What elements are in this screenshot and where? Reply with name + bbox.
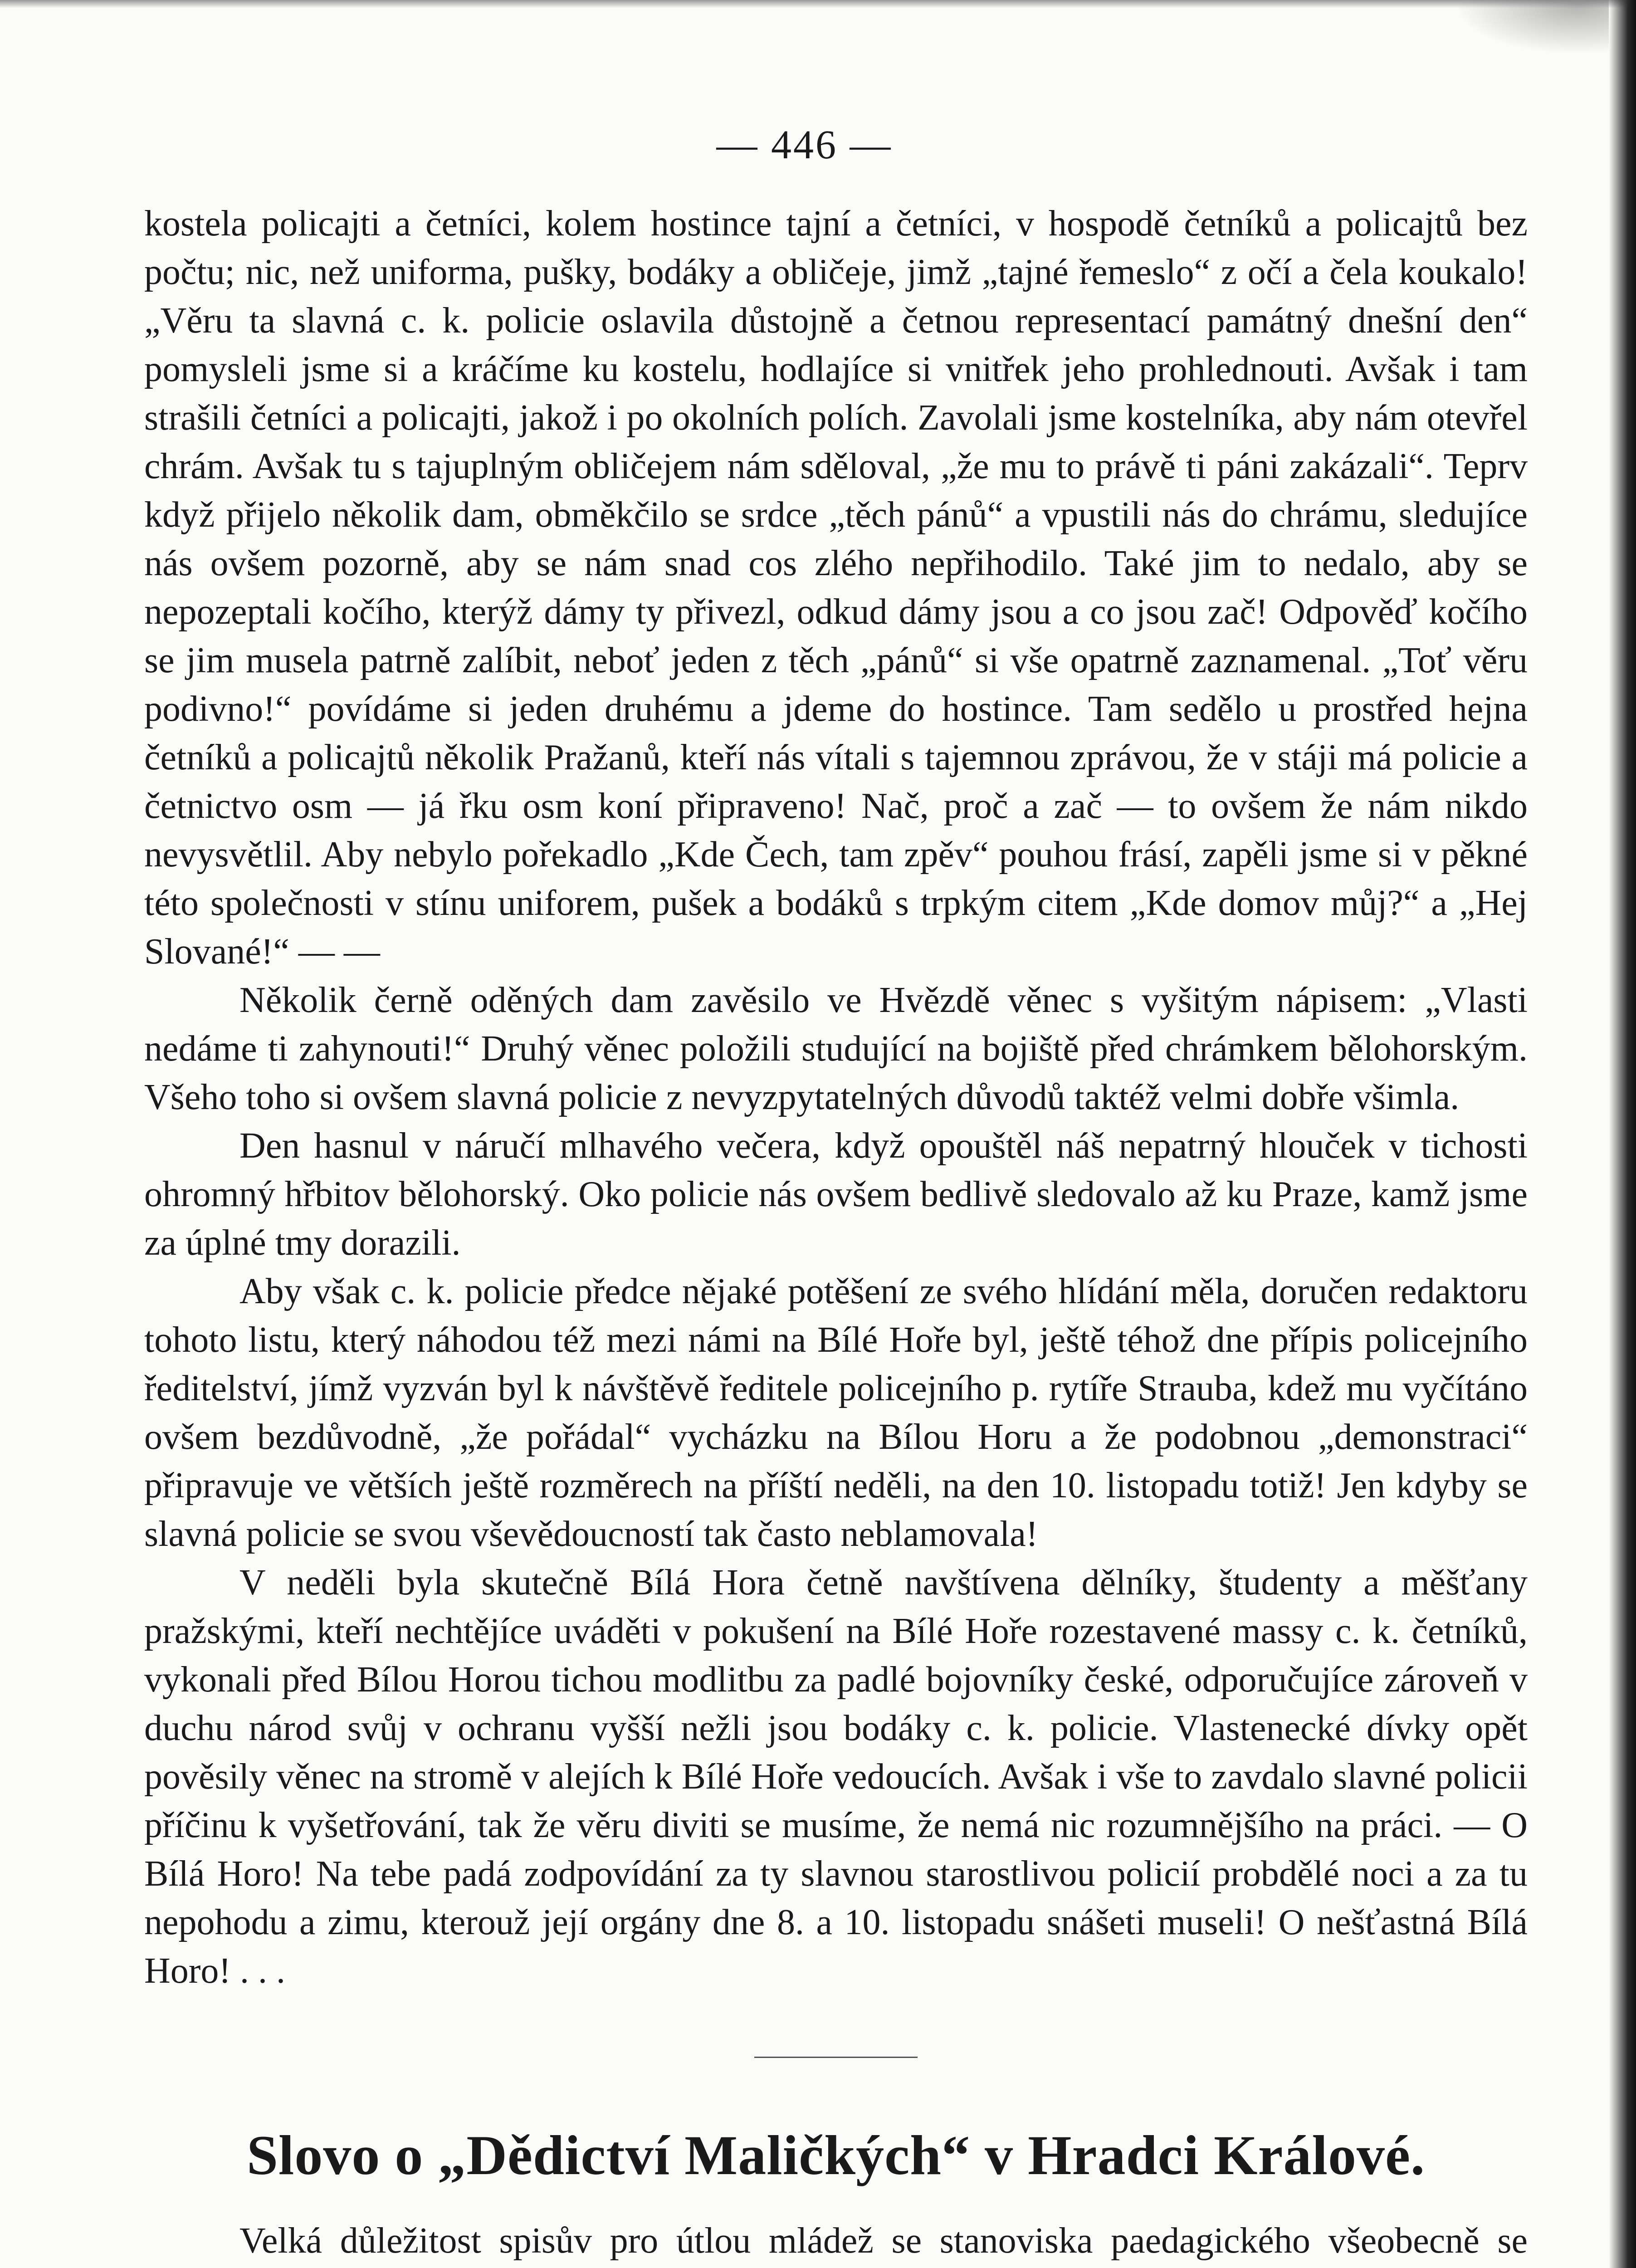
article-bila-hora: [144, 200, 1528, 1995]
paragraph: Aby však c. k. policie předce nějaké potěšení ze svého hlídání měla, doručen redaktoru tohoto listu, který náhodou též mezi námi na Bílé Hoře byl, ještě téhož dne přípis policejního ředitelství, jímž vyzván byl k návštěvě ředitele policejního p. rytíře Strauba, kdež mu vyčítáno ovšem bezdůvodně, „že pořádal“ vycházku na Bílou Horu a že podobnou „demonstraci“ připravuje ve větších ještě rozměrech na příští neděli, na den 10. listopadu totiž! Jen kdyby se slavná policie se svou vševědoucností tak často neblamovala!: [144, 1271, 1528, 1554]
paragraph: kostela policajti a četníci, kolem hostince tajní a četníci, v hospodě četníků a policajtů bez počtu; nic, než uniforma, pušky, bodáky a obličeje, jimž „tajné řemeslo“ z očí a čela koukalo! „Věru ta slavná c. k. policie oslavila důstojně a četnou representací památný dnešní den“ pomysleli jsme si a kráčíme ku kostelu, hodlajíce si vnitřek jeho prohlednouti. Avšak i tam strašili četníci a policajti, jakož i po okolních polích. Zavolali jsme kostelníka, aby nám otevřel chrám. Avšak tu s tajuplným obličejem nám sděloval, „že mu to právě ti páni zakázali“. Teprv když přijelo několik dam, obměkčilo se srdce „těch pánů“ a vpustili nás do chrámu, sledujíce nás ovšem pozorně, aby se nám snad cos zlého nepřihodilo. Také jim to nedalo, aby se nepozeptali kočího, kterýž dámy ty přivezl, odkud dámy jsou a co jsou zač! Odpověď kočího se jim musela patrně zalíbit, neboť jeden z těch „pánů“ si vše opatrně zaznamenal. „Toť věru podivno!“ povídáme si jeden druhému a jdeme do hostince. Tam sedělo u prostřed hejna četníků a policajtů několik Pražanů, kteří nás vítali s tajemnou zprávou, že v stáji má policie a četnictvo osm — já řku osm koní připraveno! Nač, proč a zač — to ovšem že nám nikdo nevysvětlil. Aby nebylo pořekadlo „Kde Čech, tam zpěv“ pouhou frásí, zapěli jsme si v pěkné této společnosti v stínu uniforem, pušek a bodáků s trpkým citem „Kde domov můj?“ a „Hej Slované!“ — —: [144, 204, 1528, 972]
scan-edge-top: [0, 0, 1636, 8]
scan-smudge: [1455, 0, 1609, 54]
paragraph: Velká důležitost spisův pro útlou mládež se stanoviska paedagického všeobecně se: [239, 2221, 1528, 2261]
paragraph: Několik černě oděných dam zavěsilo ve Hvězdě věnec s vyšitým nápisem: „Vlasti nedáme ti zahynouti!“ Druhý věnec položili studující na bojiště před chrámkem bělohorským. Všeho toho si ovšem slavná policie z nevyzpytatelných důvodů taktéž velmi dobře všimla.: [144, 980, 1528, 1117]
article-dedictvi-malickych: [144, 2121, 1528, 2268]
section-divider: [754, 2057, 918, 2058]
page-content: [144, 200, 1528, 2268]
paragraph: V neděli byla skutečně Bílá Hora četně navštívena dělníky, študenty a měšťany pražskými, kteří nechtějíce uváděti v pokušení na Bílé Hoře rozestavené massy c. k. četníků, vykonali před Bílou Horou tichou modlitbu za padlé bojovníky české, odporučujíce zároveň v duchu národ svůj v ochranu vyšší nežli jsou bodáky c. k. policie. Vlastenecké dívky opět pověsily věnec na stromě v alejích k Bílé Hoře vedoucích. Avšak i vše to zavdalo slavné policii příčinu k vyšetřování, tak že věru diviti se musíme, že nemá nic rozumnějšího na práci. — O Bílá Horo! Na tebe padá zodpovídání za ty slavnou starostlivou policií probdělé noci a za tu nepohodu a zimu, kterouž její orgány dne 8. a 10. listopadu snášeti museli! O nešťastná Bílá Horo! . . .: [144, 1563, 1528, 1991]
article-heading: Slovo o „Dědictví Maličkých“ v Hradci Králové.: [246, 2124, 1426, 2186]
paragraph: Den hasnul v náručí mlhavého večera, když opouštěl náš nepatrný hlouček v tichosti ohromný hřbitov bělohorský. Oko policie nás ovšem bedlivě sledovalo až ku Praze, kamž jsme za úplné tmy dorazili.: [144, 1126, 1528, 1263]
scan-edge-right: [1609, 0, 1636, 2268]
page-number: — 446 —: [716, 122, 893, 167]
